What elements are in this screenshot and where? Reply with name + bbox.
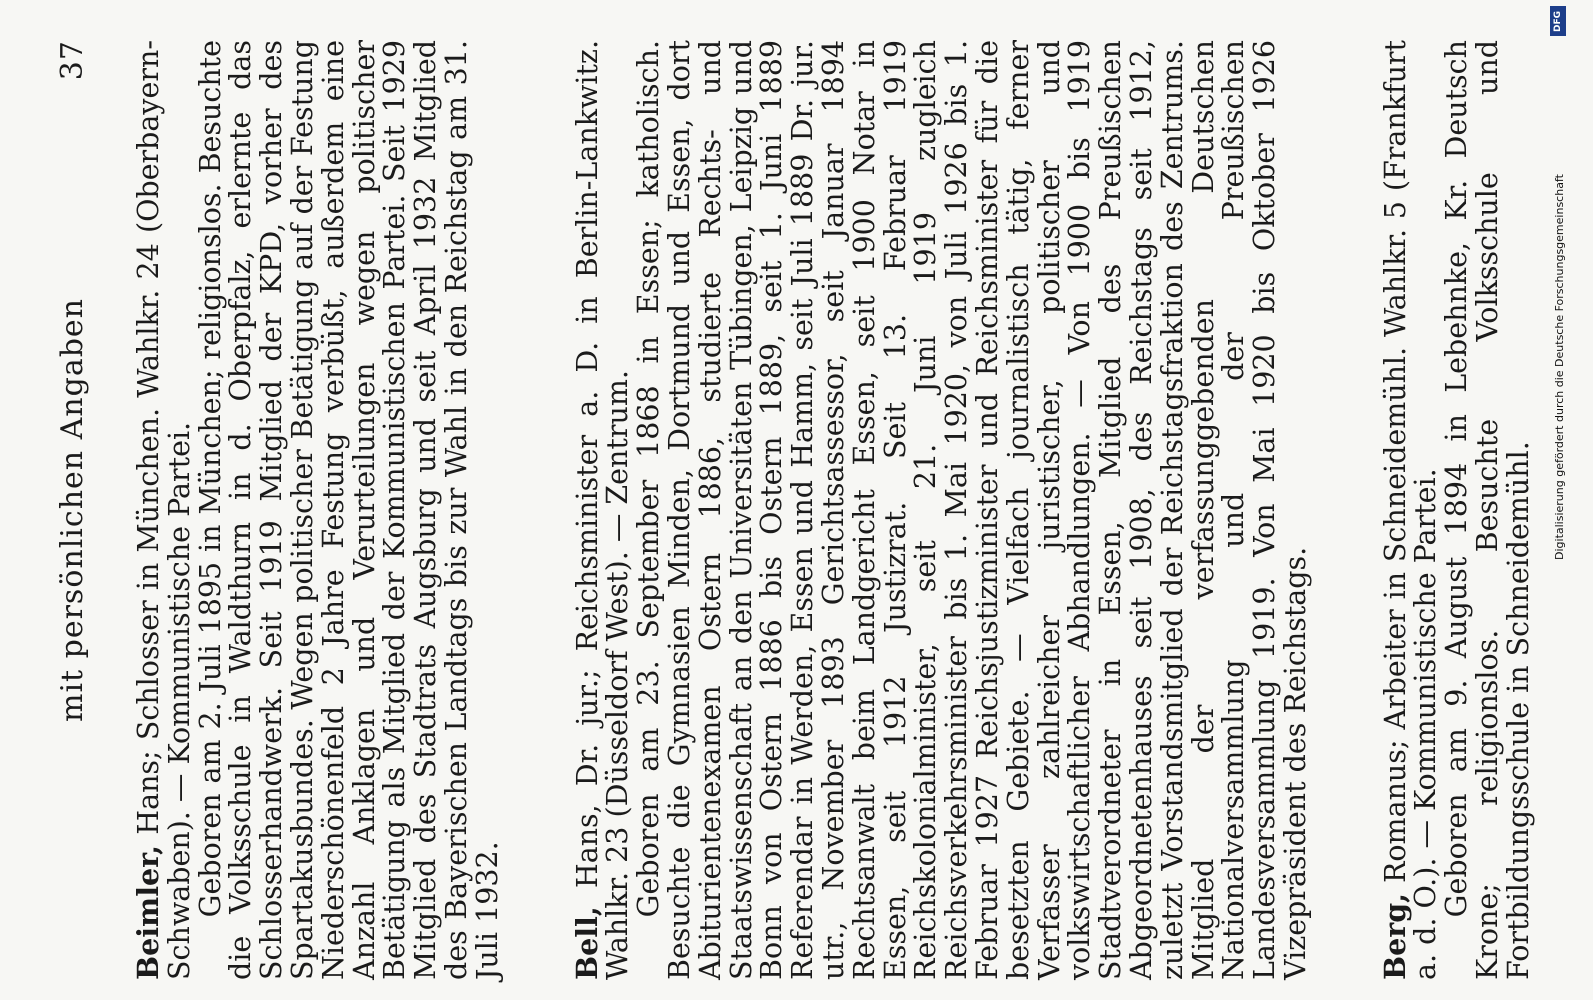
dfg-logo: DFG <box>1550 6 1566 36</box>
entry-bell <box>569 40 1312 980</box>
entry-heading-text: Hans; Schlosser in München. Wahlkr. 24 (Oberbayern-Schwaben). — Kommunistische Partei. <box>132 40 196 980</box>
running-title: mit persönlichen Angaben <box>55 298 90 722</box>
entry-body: Geboren am 9. August 1894 in Lebehnke, Kr. Deutsch Krone; religionslos. Besuchte Volksschule und Fortbildungsschule in Schneidemühl. <box>1440 40 1535 980</box>
dfg-stamp-text: Digitalisierung gefördert durch die Deutsche Forschungsgemeinschaft <box>1553 174 1566 560</box>
entry-heading <box>569 40 635 980</box>
page-number: 37 <box>55 40 90 81</box>
entry-berg <box>1377 40 1535 980</box>
running-head <box>55 40 115 980</box>
entry-beimler <box>133 40 504 980</box>
entry-heading-text: Hans, Dr. jur.; Reichsminister a. D. in Berlin-Lankwitz. Wahlkr. 23 (Düsseldorf West). — Zentrum. <box>570 40 635 980</box>
entry-name: Bell, <box>569 906 604 980</box>
dfg-stamp <box>1547 0 1569 1000</box>
entry-body: Geboren am 2. Juli 1895 in München; religionslos. Besuchte die Volksschule in Waldthurn in d. Oberpfalz, erlernte das Schlosserhandwerk. Seit 1919 Mitglied der KPD, vorher des Spartakusbundes. Wegen politischer Betätigung auf der Festung Niederschönenfeld 2 Jahre Festung verbüßt, außerdem eine Anzahl Anklagen und Verurteilungen wegen politischer Betätigung als Mitglied der Kommunistischen Partei. Seit 1929 Mitglied des Stadtrats Augsburg und seit April 1932 Mitglied des Bayerischen Landtags bis zur Wahl in den Reichstag am 31. Juli 1932. <box>193 40 504 980</box>
rotated-page <box>45 40 1535 980</box>
entry-name: Berg, <box>1377 892 1412 980</box>
entry-name: Beimler, <box>131 844 165 980</box>
entry-heading-text: Romanus; Arbeiter in Schneidemühl. Wahlkr. 5 (Frankfurt a. d. O.). — Kommunistische Partei. <box>1378 40 1443 980</box>
page-body <box>133 40 1593 980</box>
entry-body: Geboren am 23. September 1868 in Essen; katholisch. Besuchte die Gymnasien Minden, Dortmund und Essen, dort Abiturientenexamen Ostern 1886, studierte Rechts- und Staatswissenschaft an den Universitäten Tübingen, Leipzig und Bonn von Ostern 1886 bis Ostern 1889, seit 1. Juni 1889 Referendar in Werden, Essen und Hamm, seit Juli 1889 Dr. jur. utr., November 1893 Gerichtsassessor, seit Januar 1894 Rechtsanwalt beim Landgericht Essen, seit 1900 Notar in Essen, seit 1912 Justizrat. Seit 13. Februar 1919 Reichskolonialminister, seit 21. Juni 1919 zugleich Reichsverkehrsminister bis 1. Mai 1920, von Juli 1926 bis 1. Februar 1927 Reichsjustizminister und Reichsminister für die besetzten Gebiete. — Vielfach journalistisch tätig, ferner Verfasser zahlreicher juristischer, politischer und volkswirtschaftlicher Abhandlungen. — Von 1900 bis 1919 Stadtverordneter in Essen, Mitglied des Preußischen Abgeordnetenhauses seit 1908, des Reichstags seit 1912, zuletzt Vorstandsmitglied der Reichstagsfraktion des Zentrums. Mitglied der verfassunggebenden Deutschen Nationalversammlung und der Preußischen Landesversammlung 1919. Von Mai 1920 bis Oktober 1926 Vizepräsident des Reichstags. <box>632 40 1312 980</box>
entry-heading <box>133 40 196 980</box>
entry-heading <box>1377 40 1443 980</box>
